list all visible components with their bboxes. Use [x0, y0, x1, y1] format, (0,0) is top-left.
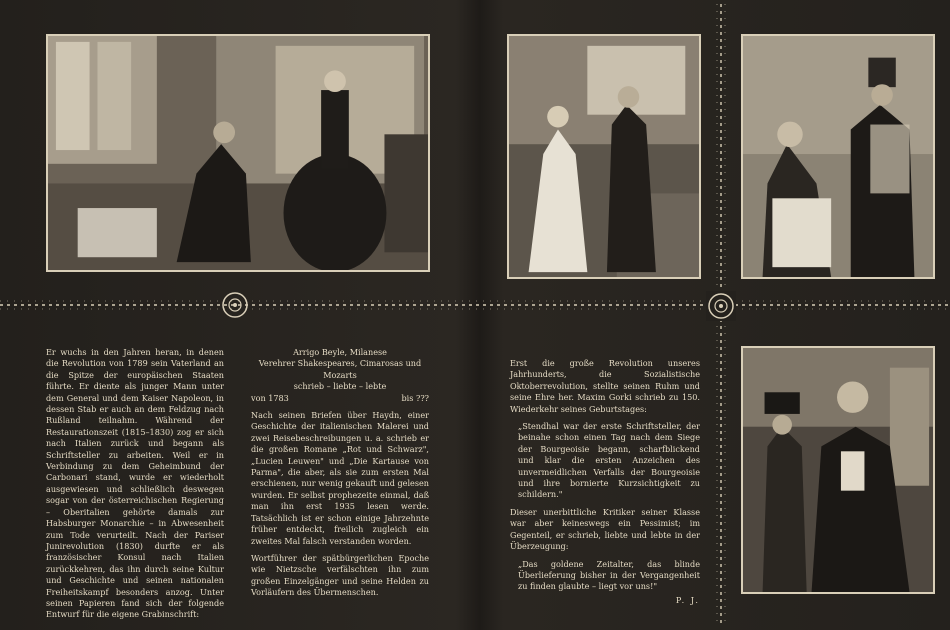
rosette-icon: [220, 290, 250, 320]
rosette-icon: [706, 291, 736, 321]
epitaph-from: von 1783: [251, 392, 289, 403]
nietzsche-paragraph: Wortführer der spätbürgerlichen Epoche wie Nietzsche verfälschten ihn zum großen Einzelgänger und seine Helden zu Vorläufern des Übermenschen.: [251, 552, 429, 598]
text-column-left: [46, 347, 224, 627]
golden-age-quote: „Das goldene Zeitalter, das blinde Überlieferung bisher in der Vergangenheit zu finden glaubte – liegt vor uns!": [518, 558, 700, 592]
photo-priest-hussar: [741, 34, 935, 279]
critic-paragraph: Dieser unerbittliche Kritiker seiner Klasse war aber keineswegs ein Pessimist; im Gegenteil, er schrieb, liebte und lebte in der Überzeugung:: [510, 506, 700, 552]
epitaph-line: Verehrer Shakespeares, Cimarosas und: [258, 358, 422, 369]
text-column-middle: [251, 347, 429, 605]
author-signature: P. J.: [675, 594, 700, 605]
works-paragraph: Nach seinen Briefen über Haydn, einer Geschichte der italienischen Malerei und zwei Reisebeschreibungen u. a. schrieb er die großen Romane „Rot und Schwarz", „Lucien Leuwen" und „Die Kartause von Parma", die aber, als sie zum ersten Mal erschienen, nur wenig gekauft und gelesen wurden. Er selbst prophezeite einmal, daß man ihn erst 1935 lesen werde. Tatsächlich ist er schon einige Jahrzehnte früher entdeckt, freilich zugleich ein zweites Mal falsch verstanden worden.: [251, 410, 429, 546]
revolution-paragraph: Erst die große Revolution unseres Jahrhunderts, die Sozialistische Oktoberrevolution, stellte seinen Ruhm und seine Ehre her. Maxim Gorki schrieb zu 150. Wiederkehr seines Geburtstages:: [510, 358, 700, 414]
photo-kneeling-scene: [46, 34, 430, 272]
photo-woman-white-dress: [507, 34, 701, 279]
epitaph-to: bis ???: [401, 392, 429, 403]
epitaph-line: Arrigo Beyle, Milanese: [293, 347, 387, 357]
gorki-quote: „Stendhal war der erste Schriftsteller, der beinahe schon einen Tag nach dem Siege der Bourgeoisie begann, scharfblickend und klar die ersten Anzeichen des unvermeidlichen Verfalls der Bourgeoisie und ihre bornierte Kurzsichtigkeit zu schildern.": [518, 421, 700, 500]
ornament-border-horizontal: [0, 298, 950, 312]
epitaph-line: schrieb – liebte – lebte: [293, 381, 387, 392]
epitaph-line: Mozarts: [323, 369, 357, 380]
photo-seated-man: [741, 346, 935, 594]
epitaph-dates: [251, 393, 429, 404]
text-column-right: [510, 358, 700, 606]
biography-paragraph: Er wuchs in den Jahren heran, in denen die Revolution von 1789 sein Vaterland an die Spitze der europäischen Staaten führte. Er diente als junger Mann unter dem General und dem Kaiser Napoleon, in dessen Stab er auch an dem Feldzug nach Rußland teilnahm. Während der Restaurationszeit (1815–1830) zog er sich nach Italien zurück und begann als Schriftsteller zu arbeiten. Weil er in Verbindung zu dem Geheimbund der Carbonari stand, wurde er wiederholt ausgewiesen und schließlich deswegen sogar von der österreichischen Regierung – Oberitalien gehörte damals zur Habsburger Monarchie – in Abwesenheit zum Tode verurteilt. Nach der Pariser Junirevolution (1830) durfte er als französischer Konsul nach Italien zurückkehren, das ihn durch seine Kultur und Geschichte und seinen nationalen Freiheitskampf besonders anzog. Unter seinen Papieren fand sich der folgende Entwurf für die eigene Grabinschrift:: [46, 347, 224, 620]
